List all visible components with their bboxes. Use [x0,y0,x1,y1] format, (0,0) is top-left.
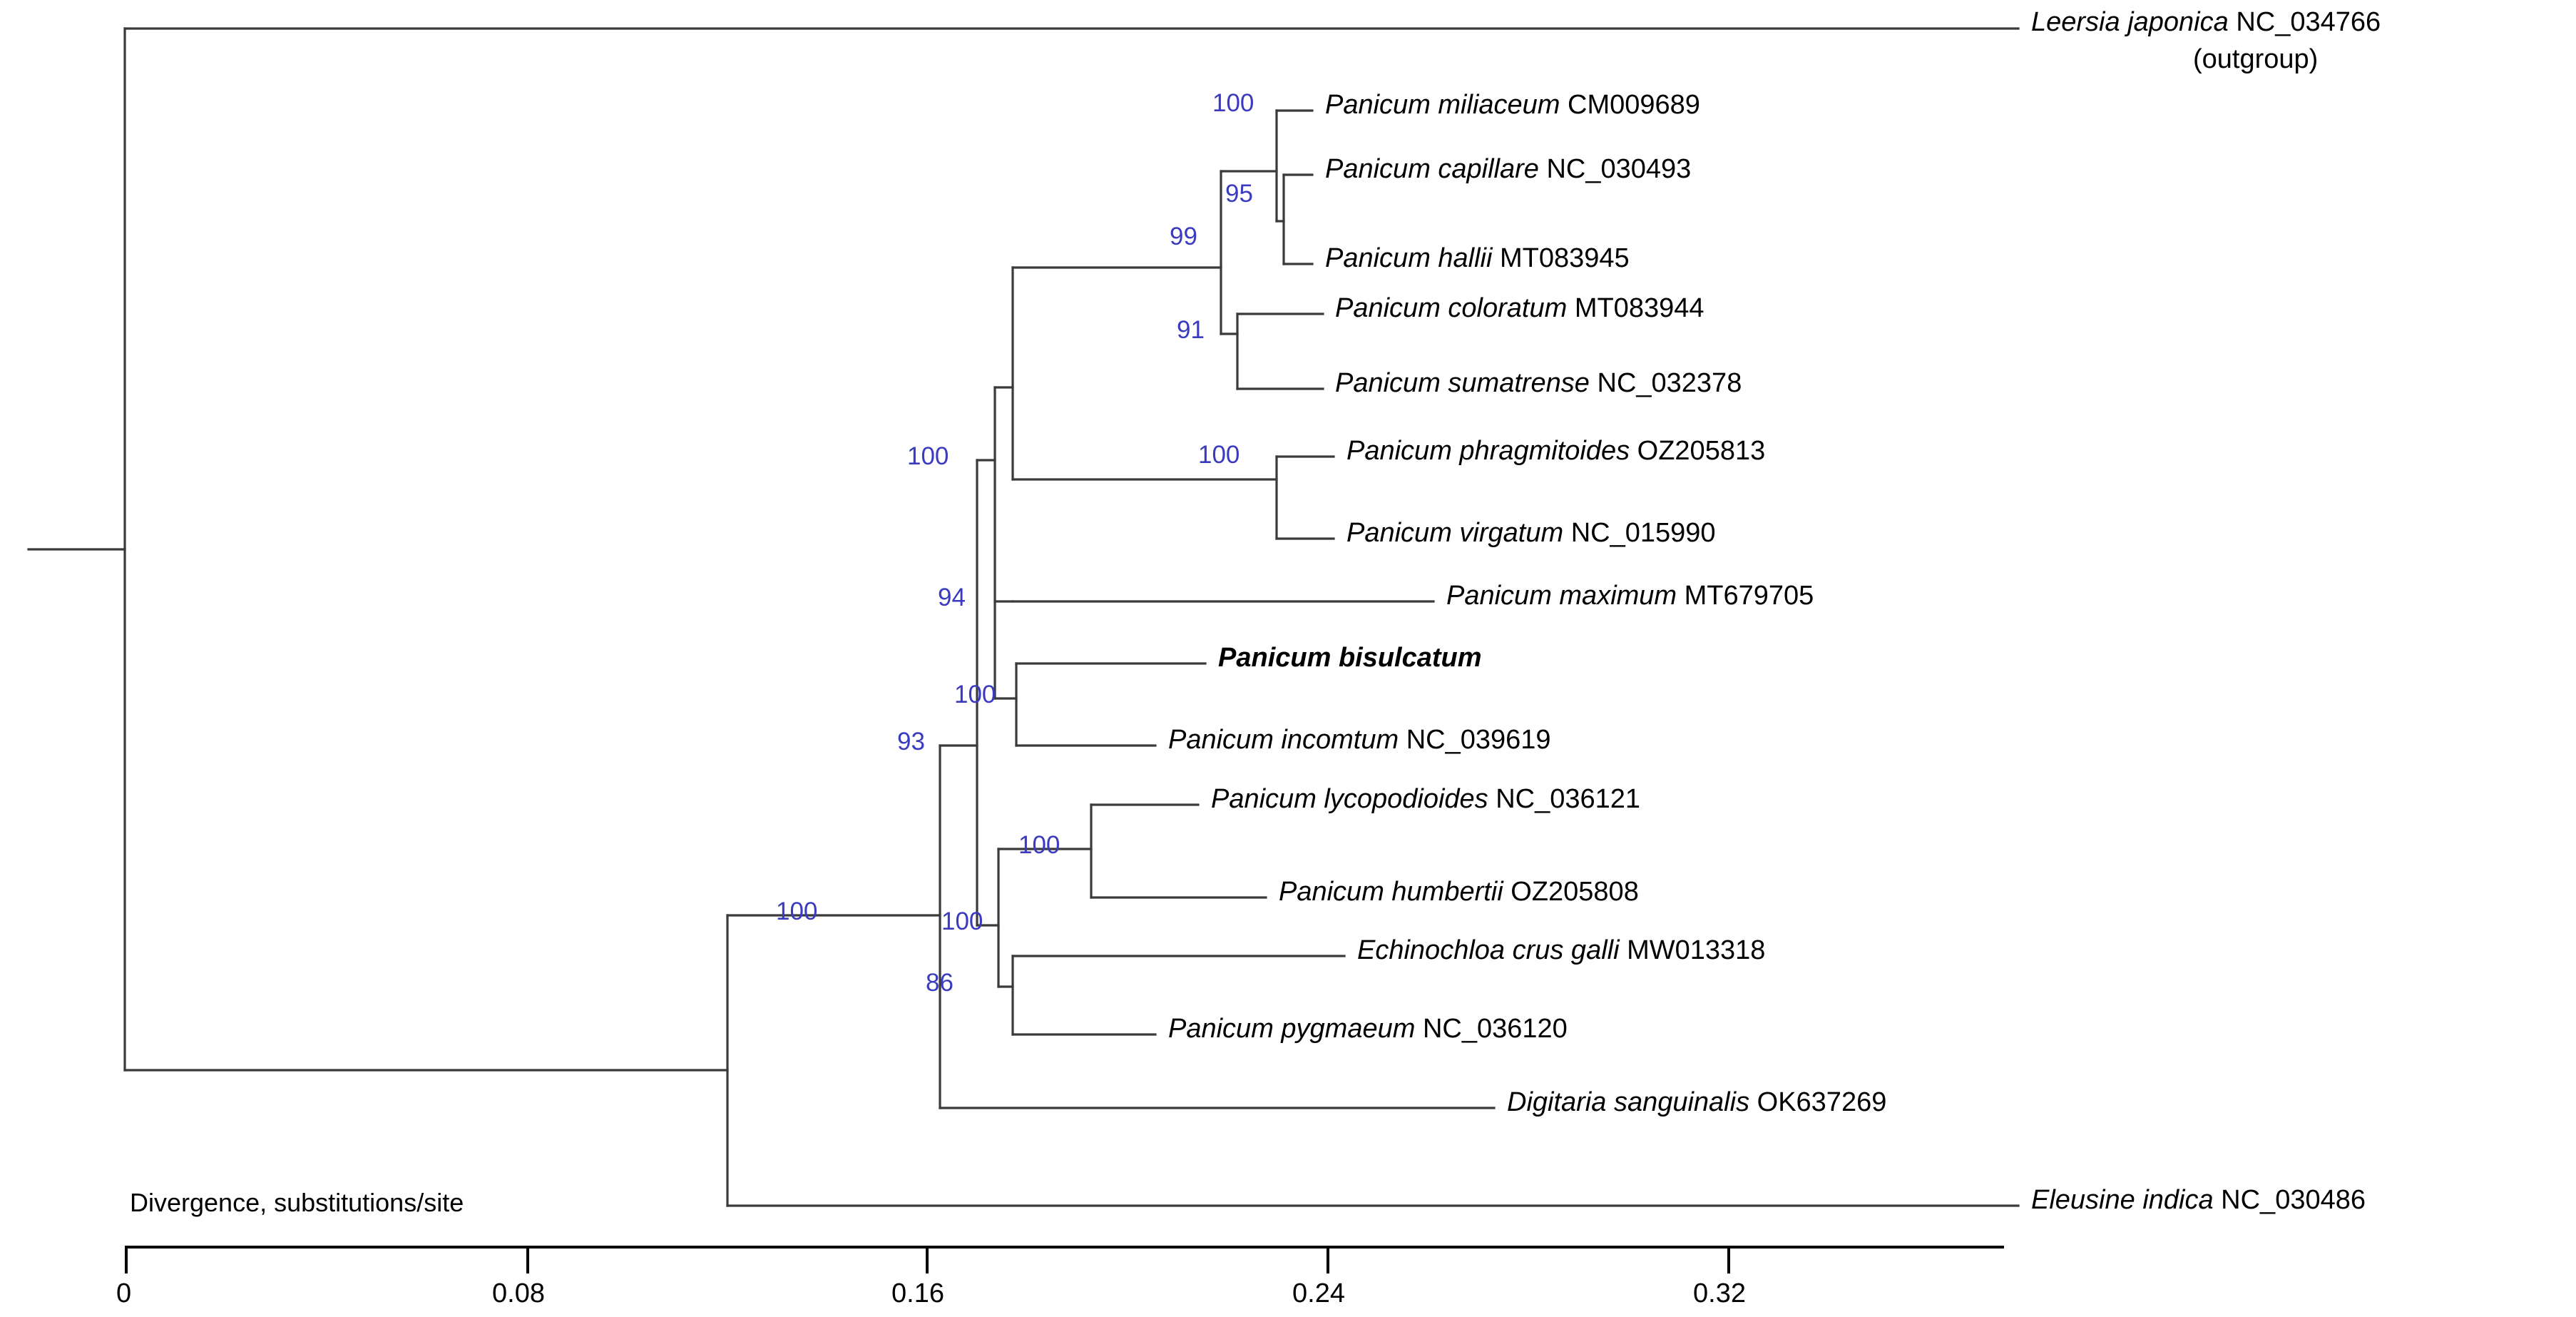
taxon-genus: Panicum maximum [1446,581,1677,611]
axis-tick-label-4: 0.32 [1693,1278,1746,1308]
taxon-genus: Panicum virgatum [1346,518,1564,548]
taxon-accession: NC_036120 [1422,1014,1568,1044]
taxon-accession: NC_032378 [1597,368,1742,398]
taxon-accession: NC_036121 [1496,784,1641,814]
taxon-genus: Panicum miliaceum [1325,90,1560,120]
axis-tick-label-0: 0 [116,1278,132,1308]
taxon-label-panicum-miliaceum [1325,91,1700,120]
support-value: 94 [938,584,966,611]
taxon-genus: Panicum coloratum [1335,293,1568,323]
taxon-accession: MW013318 [1627,935,1766,965]
taxon-genus: Panicum capillare [1325,154,1539,184]
taxon-accession: OZ205808 [1511,877,1639,907]
support-value: 100 [1198,441,1240,469]
taxon-label-panicum-incomtum [1168,726,1551,755]
taxon-label-panicum-sumatrense [1335,370,1742,398]
taxon-label-digitaria-sanguinalis [1507,1089,1886,1117]
taxon-accession: NC_034766 [2236,7,2381,37]
taxon-accession: MT679705 [1684,581,1814,611]
taxon-label-panicum-hallii [1325,245,1630,273]
taxon-label-panicum-pygmaeum [1168,1015,1568,1044]
taxon-label-echinochloa-crus-galli [1357,937,1765,965]
taxon-accession: NC_030486 [2221,1185,2366,1215]
taxon-accession: MT083945 [1500,243,1630,273]
taxon-genus: Panicum lycopodioides [1211,784,1488,814]
axis-tick-label-3: 0.24 [1292,1278,1345,1308]
taxon-accession: NC_030493 [1546,154,1692,184]
taxon-label-panicum-coloratum [1335,295,1704,323]
axis-caption: Divergence, substitutions/site [130,1188,464,1217]
taxon-genus: Leersia japonica [2031,7,2229,37]
taxon-genus: Echinochloa crus galli [1357,935,1620,965]
taxon-accession: MT083944 [1574,293,1704,323]
support-value: 100 [907,442,949,470]
taxon-label-panicum-bisulcatum [1218,644,1482,673]
taxon-genus: Panicum phragmitoides [1346,436,1630,466]
taxon-genus: Panicum sumatrense [1335,368,1590,398]
taxon-accession: OZ205813 [1637,436,1766,466]
taxon-accession: NC_039619 [1406,725,1551,755]
support-value: 93 [897,728,925,756]
taxon-label-panicum-capillare [1325,156,1691,184]
taxon-label-eleusine-indica [2031,1186,2366,1215]
taxon-genus: Panicum hallii [1325,243,1493,273]
support-value: 99 [1170,223,1197,250]
taxon-label-panicum-maximum [1446,582,1814,611]
taxon-genus: Panicum bisulcatum [1218,643,1482,673]
taxon-accession: CM009689 [1568,90,1700,120]
support-value: 100 [1018,831,1060,859]
support-value: 91 [1177,316,1205,344]
taxon-genus: Digitaria sanguinalis [1507,1087,1750,1117]
outgroup-note: (outgroup) [2193,44,2319,74]
support-value: 100 [954,681,996,708]
taxon-accession: NC_015990 [1570,518,1716,548]
taxon-label-panicum-virgatum [1346,519,1716,548]
taxon-label-panicum-phragmitoides [1346,437,1765,466]
taxon-genus: Panicum pygmaeum [1168,1014,1416,1044]
taxon-genus: Eleusine indica [2031,1185,2214,1215]
support-value: 86 [926,969,954,997]
support-value: 95 [1225,180,1253,208]
taxon-label-leersia-japonica [2031,9,2381,37]
support-value: 100 [1212,89,1254,117]
taxon-accession: OK637269 [1757,1087,1887,1117]
axis-tick-label-1: 0.08 [492,1278,545,1308]
taxon-genus: Panicum incomtum [1168,725,1399,755]
axis-tick-label-2: 0.16 [891,1278,944,1308]
taxon-genus: Panicum humbertii [1279,877,1503,907]
support-value: 100 [776,898,818,925]
taxon-label-panicum-humbertii [1279,878,1639,907]
support-value: 100 [941,907,983,935]
taxon-label-panicum-lycopodioides [1211,785,1640,814]
